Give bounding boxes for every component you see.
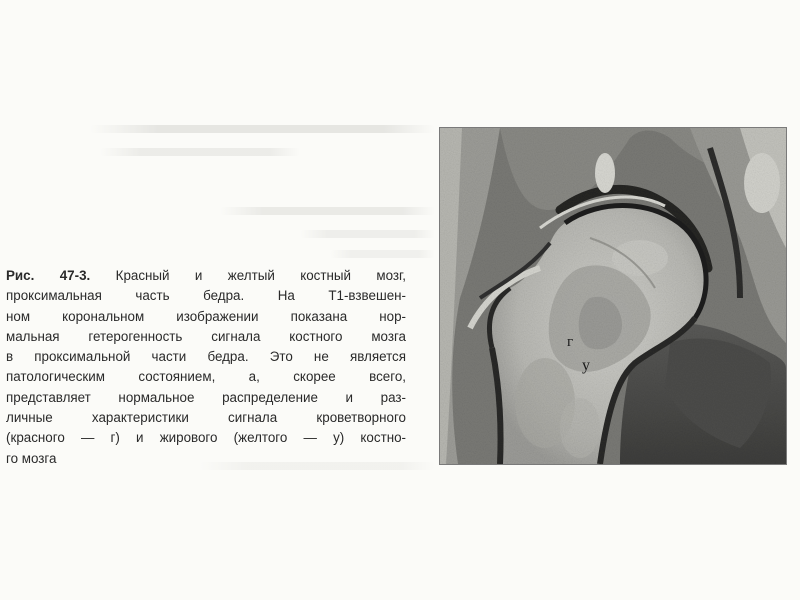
figure-caption: [6, 266, 406, 469]
bleed-through-text: [90, 125, 435, 133]
bleed-through-text: [300, 230, 435, 238]
caption-line: патологическим состоянием, а, скорее всего,: [6, 369, 406, 385]
caption-line: проксимальная часть бедра. На Т1-взвешен-: [6, 288, 406, 304]
bleed-through-text: [100, 148, 300, 156]
mri-image: [440, 128, 786, 464]
caption-line: мальная гетерогенность сигнала костного мозга: [6, 328, 406, 344]
bleed-through-text: [220, 207, 435, 215]
caption-line: го мозга: [6, 450, 57, 466]
caption-line: в проксимальной части бедра. Это не является: [6, 349, 406, 365]
mri-illustration: [440, 128, 786, 464]
caption-line: (красного — г) и жирового (желтого — у) костно-: [6, 430, 406, 446]
figure-label: Рис. 47-3.: [6, 268, 91, 283]
yellow-marrow-mark: у: [582, 357, 590, 374]
caption-line-text: Красный и желтый костный мозг,: [115, 268, 406, 283]
caption-line: ном корональном изображении показана нор-: [6, 308, 406, 324]
bleed-through-text: [330, 250, 435, 258]
caption-line: личные характеристики сигнала кроветворного: [6, 410, 406, 426]
caption-line: представляет нормальное распределение и раз-: [6, 389, 406, 405]
caption-line-1: [6, 266, 406, 286]
red-marrow-mark: г: [567, 334, 574, 350]
